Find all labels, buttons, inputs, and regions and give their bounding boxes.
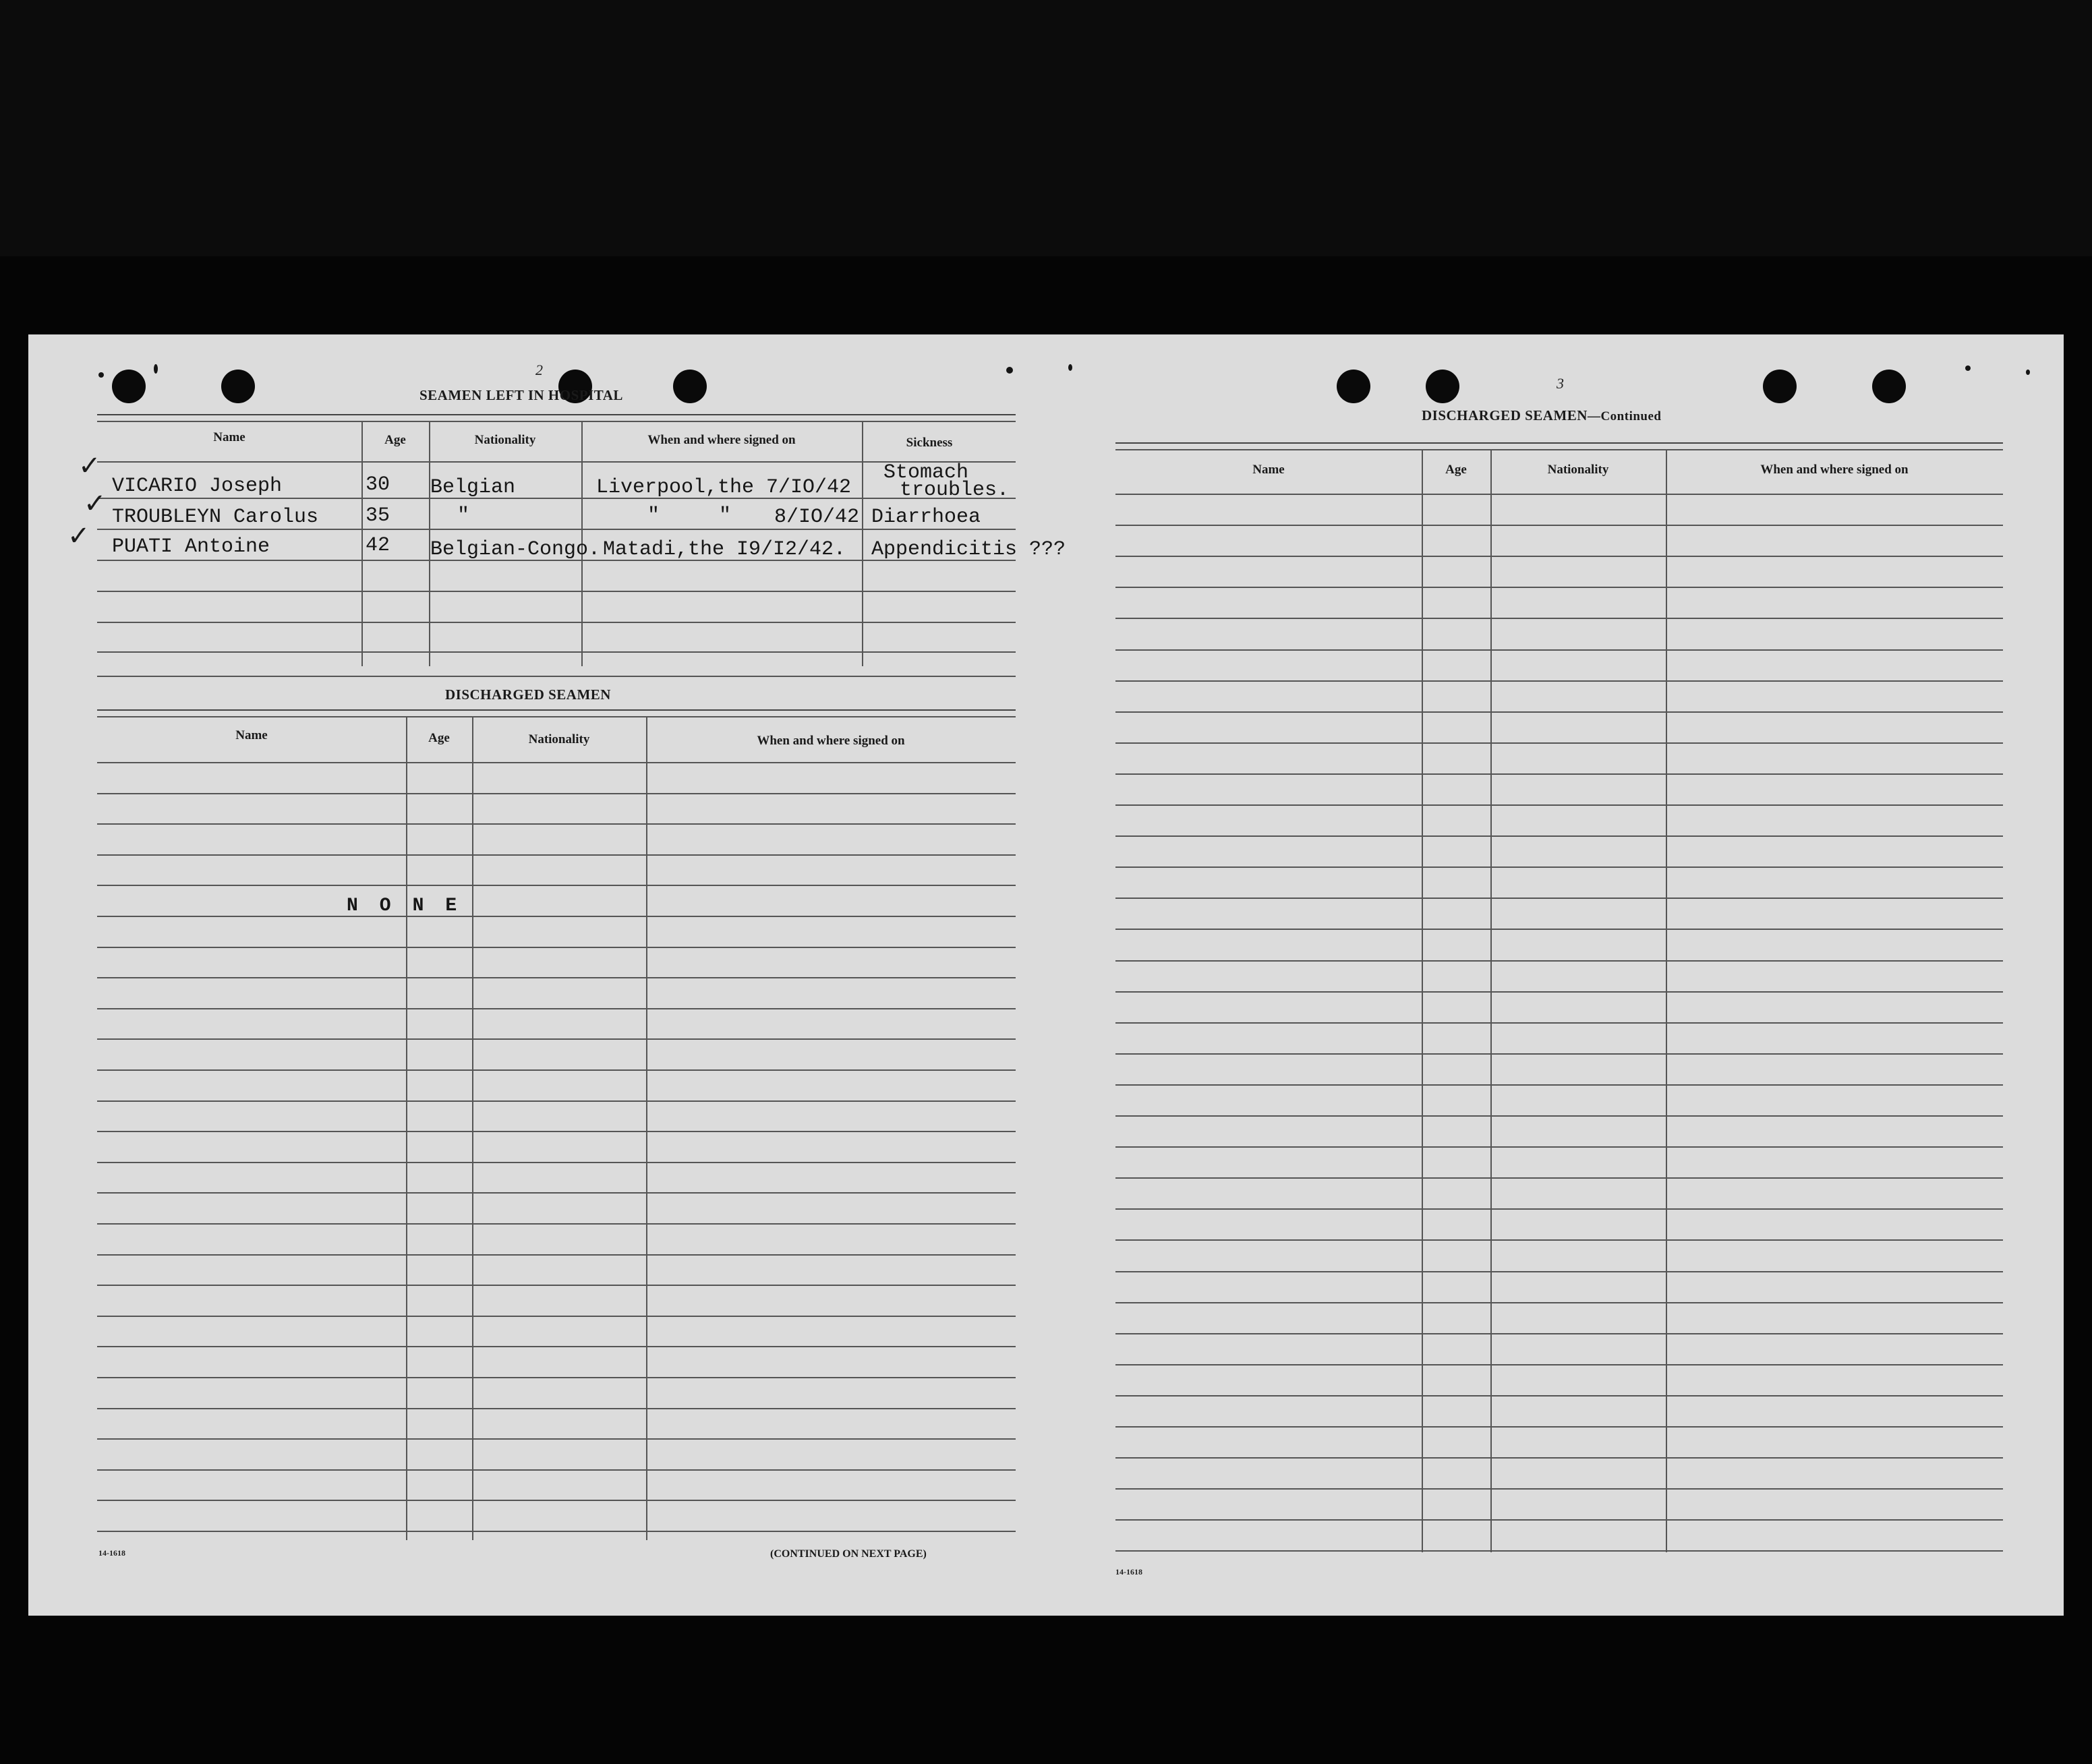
row-rule	[1115, 525, 2003, 526]
seaman-age: 30	[366, 473, 390, 496]
row-rule	[1115, 1208, 2003, 1210]
left-page	[28, 334, 1080, 1616]
seaman-signed-on-ditto: "	[719, 504, 732, 527]
speck	[1006, 367, 1013, 374]
seaman-signed-on-date: 8/IO/42	[774, 506, 860, 529]
row-rule	[97, 1346, 1016, 1347]
rule	[1115, 442, 2003, 444]
row-rule	[97, 529, 1016, 530]
row-rule	[1115, 929, 2003, 930]
row-rule	[97, 1008, 1016, 1009]
row-rule	[1115, 1333, 2003, 1334]
row-rule	[97, 1131, 1016, 1132]
seaman-sickness: Stomach	[883, 461, 969, 484]
row-rule	[1115, 1302, 2003, 1303]
row-rule	[1115, 991, 2003, 993]
row-rule	[1115, 1146, 2003, 1148]
row-rule	[1115, 898, 2003, 899]
punch-hole	[1763, 370, 1797, 403]
row-rule	[97, 977, 1016, 978]
row-rule	[97, 1316, 1016, 1317]
rule	[97, 414, 1016, 415]
row-rule	[1115, 742, 2003, 744]
row-rule	[97, 1438, 1016, 1440]
row-rule	[97, 1192, 1016, 1194]
row-rule	[1115, 1022, 2003, 1024]
row-rule	[1115, 866, 2003, 868]
seaman-age: 42	[366, 534, 390, 557]
seaman-sickness: Diarrhoea	[871, 506, 981, 529]
row-rule	[97, 854, 1016, 856]
seaman-signed-on: Liverpool,the 7/IO/42	[596, 476, 852, 499]
row-rule	[97, 498, 1016, 499]
continued-footer: (CONTINUED ON NEXT PAGE)	[770, 1548, 927, 1560]
discharged-continued-title	[1422, 407, 1661, 424]
row-rule	[1115, 1457, 2003, 1459]
punch-hole	[673, 370, 707, 403]
speck	[154, 364, 158, 374]
col-header-nationality: Nationality	[474, 433, 536, 447]
col-divider	[646, 716, 647, 1540]
check-mark: ✓	[84, 488, 107, 519]
row-rule	[97, 823, 1016, 825]
row-rule	[97, 1100, 1016, 1102]
col-header-signed-on: When and where signed on	[647, 433, 796, 447]
punch-hole	[1337, 370, 1370, 403]
form-number: 14-1618	[98, 1548, 125, 1558]
col-header-nationality: Nationality	[1547, 463, 1609, 477]
row-rule	[97, 1254, 1016, 1256]
seaman-name: TROUBLEYN Carolus	[112, 506, 319, 529]
row-rule	[1115, 618, 2003, 619]
col-header-age: Age	[428, 731, 450, 745]
hospital-section-title: SEAMEN LEFT IN HOSPITAL	[419, 387, 623, 403]
punch-hole	[1426, 370, 1459, 403]
seaman-signed-on-ditto: "	[647, 504, 660, 527]
col-divider	[862, 421, 863, 666]
seaman-sickness-cont: troubles.	[900, 479, 1010, 502]
rule	[1115, 449, 2003, 450]
row-rule	[97, 1038, 1016, 1040]
speck	[98, 372, 104, 378]
row-rule	[97, 1162, 1016, 1163]
row-rule	[1115, 649, 2003, 651]
col-header-nationality: Nationality	[528, 732, 590, 746]
row-rule	[1115, 1364, 2003, 1365]
row-rule	[97, 591, 1016, 592]
row-rule	[97, 1285, 1016, 1286]
row-rule	[1115, 1395, 2003, 1396]
row-rule	[1115, 587, 2003, 588]
scan-background	[0, 0, 2092, 256]
col-divider	[406, 716, 407, 1540]
row-rule	[1115, 1271, 2003, 1272]
seaman-name: PUATI Antoine	[112, 535, 270, 558]
row-rule	[1115, 773, 2003, 775]
row-rule	[1115, 494, 2003, 495]
col-header-age: Age	[1445, 463, 1467, 477]
rule	[97, 716, 1016, 717]
page-number: 2	[535, 361, 543, 378]
col-divider	[472, 716, 473, 1540]
row-rule	[97, 1531, 1016, 1532]
seaman-nationality: Belgian-Congo.	[430, 538, 601, 561]
col-header-name: Name	[1252, 463, 1285, 477]
row-rule	[1115, 1053, 2003, 1055]
col-header-signed-on: When and where signed on	[1760, 463, 1909, 477]
row-rule	[1115, 835, 2003, 837]
seaman-sickness: Appendicitis ???	[871, 538, 1066, 561]
punch-hole	[1872, 370, 1906, 403]
row-rule	[97, 793, 1016, 794]
col-divider	[361, 421, 363, 666]
seaman-nationality: Belgian	[430, 476, 516, 499]
check-mark: ✓	[78, 450, 101, 481]
row-rule	[97, 916, 1016, 917]
col-divider	[1490, 449, 1492, 1552]
speck	[2026, 370, 2030, 375]
col-divider	[1666, 449, 1667, 1552]
seaman-name: VICARIO Joseph	[112, 475, 283, 498]
row-rule	[97, 885, 1016, 886]
col-divider	[1422, 449, 1423, 1552]
right-page	[1080, 334, 2064, 1616]
col-header-sickness: Sickness	[906, 436, 953, 450]
speck	[1965, 365, 1971, 371]
speck	[1068, 364, 1072, 371]
discharged-section-title: DISCHARGED SEAMEN	[445, 686, 611, 703]
row-rule	[1115, 1550, 2003, 1552]
rule	[97, 709, 1016, 711]
row-rule	[1115, 1177, 2003, 1179]
page-number: 3	[1557, 375, 1564, 392]
row-rule	[97, 762, 1016, 763]
title-text: DISCHARGED SEAMEN	[1422, 407, 1588, 423]
row-rule	[1115, 1488, 2003, 1490]
col-header-signed-on: When and where signed on	[757, 734, 905, 748]
col-header-name: Name	[213, 430, 245, 444]
ledger-sheet	[28, 334, 2064, 1616]
seaman-nationality: "	[457, 504, 470, 527]
row-rule	[97, 1500, 1016, 1501]
row-rule	[97, 1069, 1016, 1071]
row-rule	[97, 1408, 1016, 1409]
row-rule	[1115, 1239, 2003, 1241]
row-rule	[1115, 680, 2003, 682]
punch-hole	[221, 370, 255, 403]
row-rule	[97, 1469, 1016, 1471]
row-rule	[97, 947, 1016, 948]
row-rule	[1115, 556, 2003, 557]
row-rule	[1115, 711, 2003, 713]
row-rule	[97, 651, 1016, 653]
rule	[97, 421, 1016, 422]
seaman-age: 35	[366, 504, 390, 527]
seaman-signed-on: Matadi,the I9/I2/42.	[603, 538, 846, 561]
col-header-name: Name	[235, 728, 268, 742]
none-entry: NONE	[347, 895, 479, 916]
form-number: 14-1618	[1115, 1567, 1142, 1577]
row-rule	[1115, 960, 2003, 962]
row-rule	[1115, 1115, 2003, 1117]
row-rule	[97, 1223, 1016, 1225]
row-rule	[97, 1377, 1016, 1378]
col-header-age: Age	[384, 433, 406, 447]
row-rule	[1115, 1519, 2003, 1521]
rule	[97, 676, 1016, 677]
check-mark: ✓	[67, 521, 90, 552]
row-rule	[1115, 1084, 2003, 1086]
header-rule	[97, 461, 1016, 463]
row-rule	[97, 622, 1016, 623]
row-rule	[1115, 804, 2003, 806]
row-rule	[1115, 1426, 2003, 1428]
punch-hole	[112, 370, 146, 403]
title-suffix: —Continued	[1587, 409, 1662, 423]
